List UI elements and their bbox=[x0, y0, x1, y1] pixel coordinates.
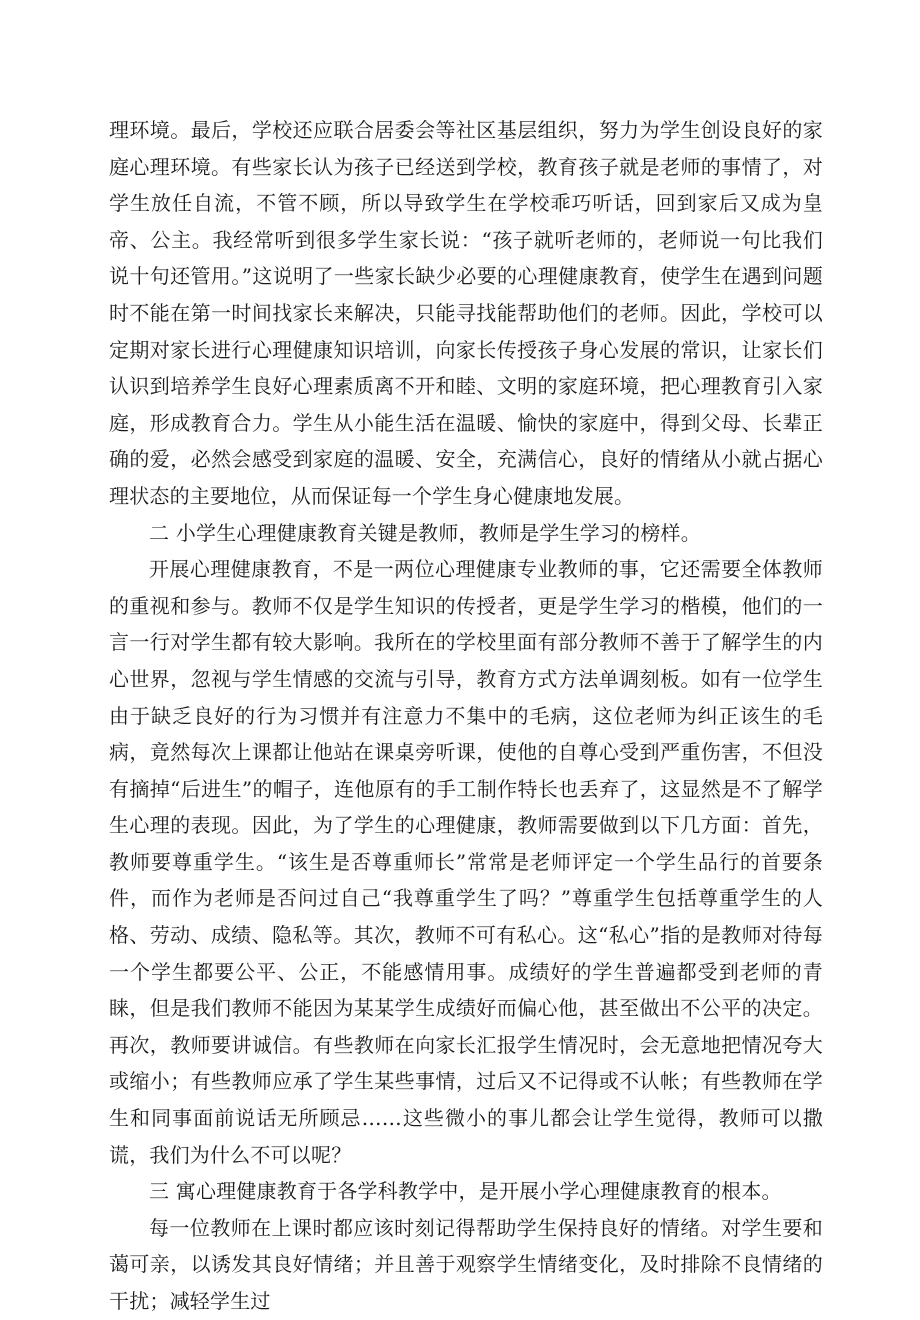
section-heading-teacher-key: 二 小学生心理健康教育关键是教师，教师是学生学习的榜样。 bbox=[149, 520, 701, 545]
document-page bbox=[109, 112, 823, 1320]
section-heading-subject-teaching: 三 寓心理健康教育于各学科教学中，是开展小学心理健康教育的根本。 bbox=[149, 1179, 782, 1204]
paragraph-classroom-emotion: 每一位教师在上课时都应该时刻记得帮助学生保持良好的情绪。对学生要和蔼可亲，以诱发其良好情绪；并且善于观察学生情绪变化，及时排除不良情绪的干扰；减轻学生过 bbox=[109, 1215, 823, 1313]
paragraph-teacher-role: 开展心理健康教育，不是一两位心理健康专业教师的事，它还需要全体教师的重视和参与。教师不仅是学生知识的传授者，更是学生学习的楷模，他们的一言一行对学生都有较大影响。我所在的学校里面有部分教师不善于了解学生的内心世界，忽视与学生情感的交流与引导，教育方式方法单调刻板。如有一位学生由于缺乏良好的行为习惯并有注意力不集中的毛病，这位老师为纠正该生的毛病，竟然每次上课都让他站在课桌旁听课，使他的自尊心受到严重伤害，不但没有摘掉“后进生”的帽子，连他原有的手工制作特长也丢弃了，这显然是不了解学生心理的表现。因此，为了学生的心理健康，教师需要做到以下几方面：首先，教师要尊重学生。“该生是否尊重师长”常常是老师评定一个学生品行的首要条件，而作为老师是否问过自己“我尊重学生了吗？”尊重学生包括尊重学生的人格、劳动、成绩、隐私等。其次，教师不可有私心。这“私心”指的是教师对待每一个学生都要公平、公正，不能感情用事。成绩好的学生普遍都受到老师的青睐，但是我们教师不能因为某某学生成绩好而偏心他，甚至做出不公平的决定。再次，教师要讲诚信。有些教师在向家长汇报学生情况时，会无意地把情况夸大或缩小；有些教师应承了学生某些事情，过后又不记得或不认帐；有些教师在学生和同事面前说话无所顾忌……这些微小的事儿都会让学生觉得，教师可以撒谎，我们为什么不可以呢？ bbox=[109, 557, 823, 1167]
paragraph-family-environment: 理环境。最后，学校还应联合居委会等社区基层组织，努力为学生创设良好的家庭心理环境。有些家长认为孩子已经送到学校，教育孩子就是老师的事情了，对学生放任自流，不管不顾，所以导致学生在学校乖巧听话，回到家后又成为皇帝、公主。我经常听到很多学生家长说：“孩子就听老师的，老师说一句比我们说十句还管用。”这说明了一些家长缺少必要的心理健康教育，使学生在遇到问题时不能在第一时间找家长来解决，只能寻找能帮助他们的老师。因此，学校可以定期对家长进行心理健康知识培训，向家长传授孩子身心发展的常识，让家长们认识到培养学生良好心理素质离不开和睦、文明的家庭环境，把心理教育引入家庭，形成教育合力。学生从小能生活在温暖、愉快的家庭中，得到父母、长辈正确的爱，必然会感受到家庭的温暖、安全，充满信心，良好的情绪从小就占据心理状态的主要地位，从而保证每一个学生身心健康地发展。 bbox=[109, 118, 823, 508]
